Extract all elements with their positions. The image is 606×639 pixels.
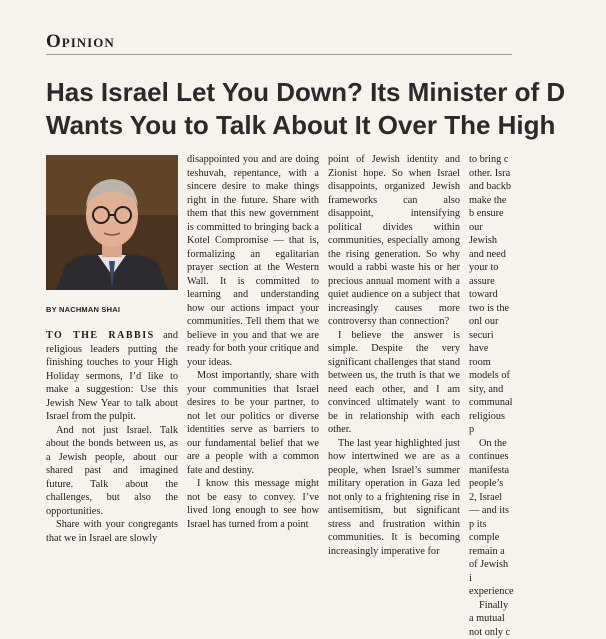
paragraph: I believe the answer is simple. Despite the very significant challenges that stand between us, the truth is that we need each other, and I am convinced ultimately want to be in relationship with each other. bbox=[328, 329, 460, 437]
section-rule bbox=[46, 54, 512, 55]
author-photo bbox=[46, 155, 178, 290]
paragraph: point of Jewish identity and Zionist hope. So when Israel disappoints, organized Jewish frameworks can also disappoint, intensifying political divides within communities, especially among the rising generation. So why would a rabbi waste his or her precious annual moment with a quiet audience on a subject that increasingly causes more controversy than connection? bbox=[328, 153, 460, 329]
headline bbox=[46, 76, 606, 142]
paragraph: Most importantly, share with your communities that Israel desires to be your partner, to not let our politics or diverse identities serve as barriers to our fundamental belief that we are a people with a common fate and destiny. bbox=[187, 369, 319, 477]
paragraph: Share with your congregants that we in Israel are slowly bbox=[46, 518, 178, 545]
lead-in: TO THE RABBIS bbox=[46, 330, 155, 341]
paragraph-text: and religious leaders putting the finishing touches to your High Holiday sermons, I’d like to make a suggestion: Use this Jewish New Year to talk about Israel from the pulpit. bbox=[46, 330, 178, 422]
paragraph: On the continues manifesta people’s 2, Israel — and its p its comple remain a of Jewish i experience bbox=[469, 437, 512, 599]
paragraph: I know this message might not be easy to convey. I’ve lived long enough to see how Israel has turned from a point bbox=[187, 477, 319, 531]
column-1 bbox=[46, 329, 178, 545]
section-label: Opinion bbox=[46, 31, 115, 53]
headline-line-1: Has Israel Let You Down? Its Minister of D bbox=[46, 76, 606, 109]
byline: BY NACHMAN SHAI bbox=[46, 305, 120, 314]
column-2 bbox=[187, 153, 319, 531]
paragraph: to bring c other. Isra and backb make the b ensure our Jewish and need your to assure toward two is the onl our securi have room models of sity, and communal religious p bbox=[469, 153, 512, 437]
paragraph: And not just Israel. Talk about the bonds between us, as a Jewish people, about our shared past and imagined future. Talk about the challenges, but also the opportunities. bbox=[46, 424, 178, 519]
headline-line-2: Wants You to Talk About It Over The High bbox=[46, 109, 606, 142]
column-4 bbox=[469, 153, 512, 639]
paragraph bbox=[46, 329, 178, 424]
paragraph: disappointed you and are doing teshuvah, repentance, with a sincere desire to make things right in the future. Share with them that this new government is committed to bringing back a Kotel Compromise — that is, formalizing an egalitarian prayer section at the Western Wall. It is committed to learning and understanding how our actions impact your communities. Tell them that we believe in you and that we are ready for both your critique and your ideas. bbox=[187, 153, 319, 369]
author-portrait-image bbox=[46, 155, 178, 290]
paragraph: Finally a mutual not only c bbox=[469, 599, 512, 639]
paragraph: The last year highlighted just how intertwined we are as a people, when Israel’s summer military operation in Gaza led not only to a frightening rise in antisemitism, but significant stress and frustration within communities. It is becoming increasingly imperative for bbox=[328, 437, 460, 559]
column-3 bbox=[328, 153, 460, 558]
